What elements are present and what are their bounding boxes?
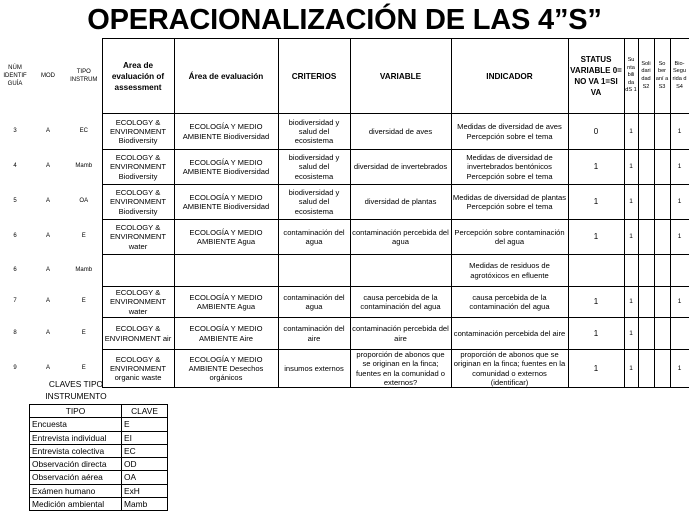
key-header-row	[30, 405, 168, 418]
cell-variable	[350, 255, 451, 287]
cell-s1: 1	[624, 220, 638, 255]
key-cell-tipo: Observación aérea	[30, 471, 122, 484]
cell-variable: contaminación percebida del aire	[350, 318, 451, 350]
cell-s3	[654, 350, 670, 388]
table-row	[0, 287, 689, 318]
cell-s4	[670, 255, 689, 287]
cell-criterios	[278, 255, 350, 287]
cell-criterios: biodiversidad y salud del ecosistema	[278, 185, 350, 220]
cell-indicador: causa percebida de la contaminación del agua	[451, 287, 568, 318]
cell-indicador: Medidas de residuos de agrotóxicos en efluente	[451, 255, 568, 287]
key-row	[30, 431, 168, 444]
cell-variable: diversidad de plantas	[350, 185, 451, 220]
key-cell-clave: Mamb	[122, 498, 168, 511]
table-row	[0, 220, 689, 255]
cell-area-en: ECOLOGY & ENVIRONMENT water	[102, 220, 174, 255]
key-row	[30, 458, 168, 471]
cell-s3	[654, 220, 670, 255]
cell-area-es: ECOLOGÍA Y MEDIO AMBIENTE Agua	[174, 220, 278, 255]
cell-mod: A	[45, 266, 50, 273]
key-row	[30, 444, 168, 457]
cell-area-en: ECOLOGY & ENVIRONMENT Biodiversity	[102, 114, 174, 150]
col-header-area-es: Área de evaluación	[174, 39, 278, 114]
cell-s3	[654, 318, 670, 350]
cell-mod: A	[45, 233, 50, 240]
cell-num: 3	[13, 127, 17, 134]
key-header-clave: CLAVE	[122, 405, 168, 418]
cell-s3	[654, 150, 670, 185]
cell-num: 6	[13, 233, 17, 240]
cell-area-en	[102, 255, 174, 287]
key-cell-tipo: Exámen humano	[30, 484, 122, 497]
cell-s4: 1	[670, 185, 689, 220]
cell-tipo: EC	[79, 127, 88, 134]
cell-variable: diversidad de aves	[350, 114, 451, 150]
cell-mod: A	[45, 298, 50, 305]
cell-criterios: contaminación del agua	[278, 287, 350, 318]
cell-variable: diversidad de invertebrados	[350, 150, 451, 185]
cell-s3	[654, 185, 670, 220]
cell-area-en: ECOLOGY & ENVIRONMENT air	[102, 318, 174, 350]
key-cell-tipo: Entrevista colectiva	[30, 444, 122, 457]
cell-area-es: ECOLOGÍA Y MEDIO AMBIENTE Biodiversidad	[174, 185, 278, 220]
cell-tipo: E	[81, 364, 86, 371]
table-row	[0, 318, 689, 350]
key-cell-tipo: Encuesta	[30, 418, 122, 431]
cell-s1: 1	[624, 318, 638, 350]
cell-indicador: Medidas de diversidad de aves Percepción sobre el tema	[451, 114, 568, 150]
cell-variable: contaminación percebida del agua	[350, 220, 451, 255]
cell-s1: 1	[624, 150, 638, 185]
cell-indicador: Percepción sobre contaminación del agua	[451, 220, 568, 255]
cell-s2	[638, 150, 654, 185]
cell-mod: A	[45, 198, 50, 205]
cell-s4: 1	[670, 220, 689, 255]
key-cell-clave: EI	[122, 431, 168, 444]
col-header-indicador: INDICADOR	[451, 39, 568, 114]
cell-tipo: Mamb	[75, 163, 93, 170]
page-title: OPERACIONALIZACIÓN DE LAS 4”S”	[87, 4, 602, 36]
cell-area-en: ECOLOGY & ENVIRONMENT organic waste	[102, 350, 174, 388]
col-header-s3: So ber aní a S3	[654, 39, 670, 114]
cell-status: 1	[568, 287, 624, 318]
key-cell-tipo: Observación directa	[30, 458, 122, 471]
key-cell-clave: OD	[122, 458, 168, 471]
cell-mod: A	[45, 127, 50, 134]
cell-status: 1	[568, 350, 624, 388]
cell-area-es: ECOLOGÍA Y MEDIO AMBIENTE Aire	[174, 318, 278, 350]
key-caption: CLAVES TIPO INSTRUMENTO	[45, 379, 107, 401]
cell-num: 7	[13, 298, 17, 305]
cell-s1: 1	[624, 287, 638, 318]
cell-indicador: proporción de abonos que se originan en la finca; fuentes en la comunidad o externos (identificar)	[451, 350, 568, 388]
cell-area-es: ECOLOGÍA Y MEDIO AMBIENTE Biodiversidad	[174, 114, 278, 150]
cell-criterios: biodiversidad y salud del ecosistema	[278, 114, 350, 150]
col-header-s1: Su nta bili da dS 1	[624, 39, 638, 114]
cell-area-es: ECOLOGÍA Y MEDIO AMBIENTE Agua	[174, 287, 278, 318]
col-header-tipo: TIPO INSTRUM	[70, 69, 98, 83]
cell-indicador: Medidas de diversidad de plantas Percepción sobre el tema	[451, 185, 568, 220]
key-cell-clave: ExH	[122, 484, 168, 497]
cell-num: 8	[13, 329, 17, 336]
cell-s4: 1	[670, 150, 689, 185]
col-header-num: NÚM IDENTIF GUÍA	[3, 65, 27, 87]
col-header-criterios: CRITERIOS	[278, 39, 350, 114]
cell-s4: 1	[670, 287, 689, 318]
cell-status: 1	[568, 185, 624, 220]
cell-s2	[638, 318, 654, 350]
cell-indicador: Medidas de diversidad de invertebrados bentónicos Percepción sobre el tema	[451, 150, 568, 185]
col-header-status: STATUS VARIABLE 0= NO VA 1=SI VA	[568, 39, 624, 114]
table-row	[0, 150, 689, 185]
col-header-s2: Soli dari dad S2	[638, 39, 654, 114]
cell-tipo: E	[81, 329, 86, 336]
cell-s2	[638, 255, 654, 287]
table-row	[0, 255, 689, 287]
key-row	[30, 484, 168, 497]
cell-s2	[638, 220, 654, 255]
cell-s3	[654, 114, 670, 150]
table-row	[0, 114, 689, 150]
cell-s3	[654, 255, 670, 287]
header-row	[0, 39, 689, 114]
col-header-area-en: Area de evaluación of assessment	[102, 39, 174, 114]
key-row	[30, 418, 168, 431]
cell-mod: A	[45, 163, 50, 170]
cell-area-es	[174, 255, 278, 287]
key-cell-clave: OA	[122, 471, 168, 484]
cell-s4	[670, 318, 689, 350]
cell-tipo: E	[81, 298, 86, 305]
cell-variable: causa percebida de la contaminación del agua	[350, 287, 451, 318]
cell-num: 5	[13, 198, 17, 205]
cell-area-en: ECOLOGY & ENVIRONMENT water	[102, 287, 174, 318]
key-row	[30, 498, 168, 511]
cell-tipo: Mamb	[75, 266, 93, 273]
key-cell-tipo: Entrevista individual	[30, 431, 122, 444]
cell-criterios: contaminación del aire	[278, 318, 350, 350]
cell-tipo: E	[81, 233, 86, 240]
cell-num: 4	[13, 163, 17, 170]
cell-s1: 1	[624, 350, 638, 388]
key-row	[30, 471, 168, 484]
cell-status: 0	[568, 114, 624, 150]
cell-tipo: OA	[79, 198, 89, 205]
key-cell-tipo: Medición ambiental	[30, 498, 122, 511]
col-header-s4: Bio- Segu rida d S4	[670, 39, 689, 114]
cell-criterios: insumos externos	[278, 350, 350, 388]
cell-num: 6	[13, 266, 17, 273]
cell-variable: proporción de abonos que se originan en la finca; fuentes en la comunidad o externos?	[350, 350, 451, 388]
cell-s2	[638, 350, 654, 388]
cell-area-es: ECOLOGÍA Y MEDIO AMBIENTE Desechos orgánicos	[174, 350, 278, 388]
cell-criterios: biodiversidad y salud del ecosistema	[278, 150, 350, 185]
cell-s4: 1	[670, 350, 689, 388]
cell-s1: 1	[624, 114, 638, 150]
instrument-key-table	[29, 404, 168, 511]
cell-criterios: contaminación del agua	[278, 220, 350, 255]
cell-s2	[638, 185, 654, 220]
cell-area-en: ECOLOGY & ENVIRONMENT Biodiversity	[102, 185, 174, 220]
key-cell-clave: EC	[122, 444, 168, 457]
cell-s1	[624, 255, 638, 287]
cell-s4: 1	[670, 114, 689, 150]
col-header-mod: MOD	[41, 73, 55, 79]
key-cell-clave: E	[122, 418, 168, 431]
cell-indicador: contaminación percebida del aire	[451, 318, 568, 350]
cell-s2	[638, 287, 654, 318]
col-header-variable: VARIABLE	[350, 39, 451, 114]
cell-status: 1	[568, 150, 624, 185]
table-row	[0, 185, 689, 220]
cell-area-es: ECOLOGÍA Y MEDIO AMBIENTE Biodiversidad	[174, 150, 278, 185]
cell-status: 1	[568, 220, 624, 255]
cell-s1: 1	[624, 185, 638, 220]
cell-s3	[654, 287, 670, 318]
cell-mod: A	[45, 329, 50, 336]
key-header-tipo: TIPO	[30, 405, 122, 418]
cell-status: 1	[568, 318, 624, 350]
operationalization-table	[0, 38, 689, 388]
cell-mod: A	[45, 364, 50, 371]
cell-area-en: ECOLOGY & ENVIRONMENT Biodiversity	[102, 150, 174, 185]
cell-num: 9	[13, 364, 17, 371]
cell-s2	[638, 114, 654, 150]
cell-status	[568, 255, 624, 287]
